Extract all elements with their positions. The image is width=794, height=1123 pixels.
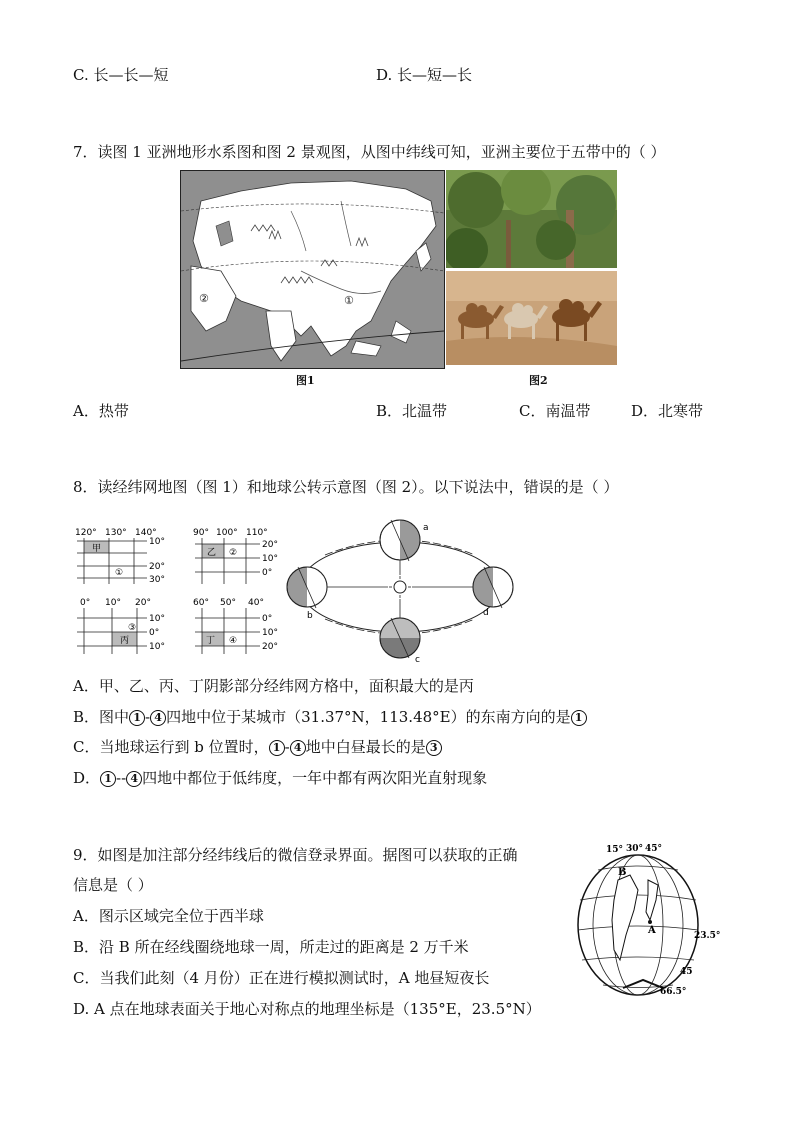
camels-photo-svg bbox=[446, 271, 617, 365]
q7-option-d: D．北寒带 bbox=[631, 402, 704, 420]
grid4-lat-3: 20° bbox=[262, 642, 278, 652]
camels-desert-photo bbox=[446, 271, 617, 365]
grid4-mark: ④ bbox=[229, 636, 238, 646]
grid4-cell-label: 丁 bbox=[206, 636, 216, 646]
q9-stem-line2: 信息是（ ） bbox=[73, 876, 153, 894]
globe-label-B: B bbox=[618, 867, 627, 878]
grid-map-2-svg bbox=[190, 526, 290, 586]
grid2-lat-2: 10° bbox=[262, 554, 278, 564]
q8-d-circle-1: 1 bbox=[100, 771, 116, 787]
q8-d-text: 四地中都位于低纬度，一年中都有两次阳光直射现象 bbox=[142, 769, 488, 787]
forest-photo-svg bbox=[446, 170, 617, 268]
grid2-lon-3: 110° bbox=[246, 528, 268, 538]
q8-option-c bbox=[73, 737, 442, 757]
q8-option-a: A．甲、乙、丙、丁阴影部分经纬网方格中，面积最大的是丙 bbox=[73, 677, 474, 695]
q7-stem: 7．读图 1 亚洲地形水系图和图 2 景观图，从图中纬线可知，亚洲主要位于五带中的（ ） bbox=[73, 143, 666, 161]
q9-option-a: A．图示区域完全位于西半球 bbox=[73, 907, 264, 925]
q8-d-dash: -- bbox=[116, 769, 127, 787]
grid3-lat-1: 10° bbox=[149, 614, 165, 624]
orbit-label-b: b bbox=[307, 611, 313, 621]
grid2-cell-label: 乙 bbox=[207, 548, 217, 558]
grid3-lon-2: 10° bbox=[105, 598, 121, 608]
grid1-lon-3: 140° bbox=[135, 528, 157, 538]
q8-d-prefix: D． bbox=[73, 769, 101, 787]
q9-stem-line1: 9．如图是加注部分经纬线后的微信登录界面。据图可以获取的正确 bbox=[73, 846, 518, 864]
grid2-lon-1: 90° bbox=[193, 528, 209, 538]
map-mark-2: ② bbox=[199, 292, 209, 305]
wechat-globe-svg bbox=[568, 840, 728, 1000]
grid2-lon-2: 100° bbox=[216, 528, 238, 538]
q8-b-text: 四地中位于某城市（31.37°N，113.48°E）的东南方向的是 bbox=[166, 708, 571, 726]
grid-map-1-svg bbox=[72, 526, 172, 586]
forest-photo bbox=[446, 170, 617, 268]
grid-map-4-svg bbox=[190, 596, 290, 656]
q8-b-prefix: B．图中 bbox=[73, 708, 130, 726]
q8-b-circle-answer: 1 bbox=[571, 710, 587, 726]
q8-option-d bbox=[73, 768, 487, 788]
globe-label-A: A bbox=[648, 925, 656, 936]
q9-option-c: C．当我们此刻（4 月份）正在进行模拟测试时，A 地昼短夜长 bbox=[73, 969, 490, 987]
grid1-lat-1: 10° bbox=[149, 537, 165, 547]
grid2-lat-1: 20° bbox=[262, 540, 278, 550]
grid4-lat-2: 10° bbox=[262, 628, 278, 638]
orbit-label-d: d bbox=[483, 608, 489, 618]
grid-map-3 bbox=[72, 596, 172, 656]
grid3-lat-3: 10° bbox=[149, 642, 165, 652]
grid4-lat-1: 0° bbox=[262, 614, 273, 624]
q9-option-b: B．沿 B 所在经线圈绕地球一周，所走过的距离是 2 万千米 bbox=[73, 938, 469, 956]
q7-option-a: A．热带 bbox=[73, 402, 129, 420]
grid4-lon-2: 50° bbox=[220, 598, 236, 608]
q6-option-c: C. 长—长—短 bbox=[73, 66, 169, 84]
q8-c-circle-3: 3 bbox=[426, 740, 442, 756]
q8-option-b bbox=[73, 707, 587, 727]
q7-option-c: C．南温带 bbox=[519, 402, 591, 420]
grid4-lon-1: 60° bbox=[193, 598, 209, 608]
globe-label-45-lat: 45 bbox=[680, 967, 693, 977]
q8-b-circle-4: 4 bbox=[150, 710, 166, 726]
q8-b-dash: - bbox=[145, 708, 151, 726]
grid-map-4 bbox=[190, 596, 290, 656]
grid3-lon-3: 20° bbox=[135, 598, 151, 608]
globe-label-15: 15° bbox=[606, 845, 624, 855]
earth-revolution-diagram bbox=[285, 515, 515, 665]
q8-c-text: 地中白昼最长的是 bbox=[305, 738, 426, 756]
q9-option-d: D. A 点在地球表面关于地心对称点的地理坐标是（135°E，23.5°N） bbox=[73, 1000, 541, 1018]
q7-option-b: B．北温带 bbox=[376, 402, 448, 420]
grid3-cell-label: 丙 bbox=[120, 636, 130, 646]
q8-c-circle-4: 4 bbox=[290, 740, 306, 756]
orbit-label-c: c bbox=[415, 655, 420, 665]
grid1-lon-2: 130° bbox=[105, 528, 127, 538]
grid-map-1 bbox=[72, 526, 172, 586]
fig1-caption: 图1 bbox=[296, 374, 315, 387]
grid3-mark: ③ bbox=[128, 623, 137, 633]
grid3-lat-2: 0° bbox=[149, 628, 160, 638]
grid4-lon-3: 40° bbox=[248, 598, 264, 608]
q6-option-d: D. 长—短—长 bbox=[376, 66, 473, 84]
map-mark-1: ① bbox=[344, 294, 354, 307]
q8-c-prefix: C．当地球运行到 b 位置时， bbox=[73, 738, 269, 756]
q8-d-circle-4: 4 bbox=[126, 771, 142, 787]
asia-map-figure bbox=[180, 170, 445, 369]
globe-label-45: 45° bbox=[645, 844, 663, 854]
globe-label-66-5: 66.5° bbox=[660, 987, 687, 997]
orbit-label-a: a bbox=[423, 523, 429, 533]
grid2-mark: ② bbox=[229, 548, 238, 558]
grid1-lon-1: 120° bbox=[75, 528, 97, 538]
q8-stem: 8．读经纬网地图（图 1）和地球公转示意图（图 2）。以下说法中，错误的是（ ） bbox=[73, 478, 619, 496]
grid2-lat-3: 0° bbox=[262, 568, 273, 578]
grid1-lat-2: 20° bbox=[149, 562, 165, 572]
grid1-mark: ① bbox=[115, 568, 124, 578]
earth-revolution-svg bbox=[285, 515, 515, 665]
fig2-caption: 图2 bbox=[529, 374, 548, 387]
asia-map-svg bbox=[181, 171, 444, 368]
grid1-lat-3: 30° bbox=[149, 575, 165, 585]
q8-c-circle-1: 1 bbox=[269, 740, 285, 756]
q8-b-circle-1: 1 bbox=[129, 710, 145, 726]
grid3-lon-1: 0° bbox=[80, 598, 91, 608]
grid1-cell-label: 甲 bbox=[92, 544, 102, 554]
q8-c-dash: - bbox=[284, 738, 290, 756]
wechat-globe-figure bbox=[568, 840, 728, 1000]
grid-map-3-svg bbox=[72, 596, 172, 656]
grid-map-2 bbox=[190, 526, 290, 586]
globe-label-30: 30° bbox=[626, 844, 644, 854]
globe-label-23-5: 23.5° bbox=[694, 931, 721, 941]
